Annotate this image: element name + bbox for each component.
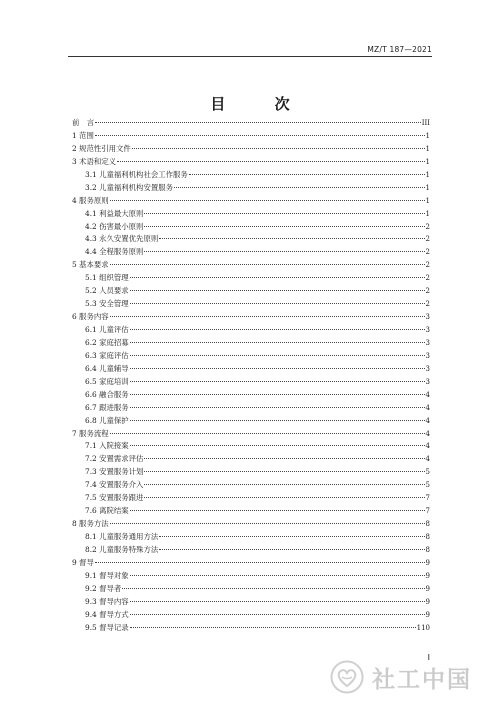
- watermark-text: 社工中国: [372, 666, 472, 693]
- toc-entry-label: 7.5 安置服务跟进: [85, 493, 144, 503]
- toc-entry-page: 1: [425, 131, 430, 140]
- toc-entry-page: 3: [425, 338, 430, 347]
- toc-entry-label: 8.1 儿童服务通用方法: [85, 532, 159, 541]
- toc-entry-page: 3: [425, 313, 430, 322]
- toc-entry-page: 8: [425, 533, 430, 541]
- toc-entry[interactable]: [72, 492, 430, 505]
- toc-leader-dots: [144, 213, 424, 214]
- toc-leader-dots: [110, 523, 425, 524]
- toc-entry[interactable]: [72, 195, 430, 208]
- toc-entry-page: 9: [425, 610, 430, 619]
- toc-entry-label: 3.1 儿童福利机构社会工作服务: [85, 169, 188, 179]
- toc-entry-label: 7.6 离院结案: [85, 506, 129, 516]
- toc-entry-label: 9.1 督导对象: [85, 570, 129, 580]
- toc-entry[interactable]: [72, 518, 430, 531]
- toc-entry[interactable]: [72, 117, 430, 130]
- toc-entry-page: 3: [425, 364, 430, 373]
- toc-entry-label: 7.3 安置服务计划: [85, 467, 144, 477]
- toc-leader-dots: [130, 368, 425, 369]
- toc-entry[interactable]: [72, 376, 430, 389]
- toc-entry-label: 7.1 入院接案: [85, 441, 129, 451]
- heart-hands-logo-icon: [330, 660, 364, 694]
- toc-leader-dots: [144, 458, 424, 459]
- toc-leader-dots: [144, 251, 424, 252]
- toc-entry-label: 8.2 儿童服务特殊方法: [85, 544, 159, 554]
- toc-entry-label: 5 基本要求: [72, 260, 109, 270]
- toc-entry[interactable]: [72, 479, 430, 492]
- toc-entry-label: 9.5 督导记录: [85, 622, 129, 632]
- toc-entry-page: 2: [425, 300, 430, 309]
- toc-leader-dots: [95, 135, 425, 136]
- toc-entry-page: 2: [425, 248, 430, 257]
- toc-entry-label: 7 服务流程: [72, 428, 109, 438]
- toc-entry-label: 8 服务方法: [72, 519, 109, 529]
- toc-entry[interactable]: [72, 221, 430, 234]
- toc-entry-label: 9.2 督导者: [85, 583, 122, 593]
- toc-leader-dots: [130, 627, 416, 628]
- toc-entry-label: 4.1 利益最大原则: [85, 208, 144, 218]
- toc-entry[interactable]: [72, 272, 430, 285]
- toc-entry[interactable]: [72, 415, 430, 428]
- toc-entry[interactable]: [72, 453, 430, 466]
- toc-entry[interactable]: [72, 143, 430, 156]
- toc-entry-page: 1: [425, 183, 430, 192]
- toc-entry-page: 3: [425, 377, 430, 386]
- toc-leader-dots: [130, 614, 425, 615]
- toc-leader-dots: [95, 122, 421, 123]
- toc-entry[interactable]: [72, 324, 430, 337]
- toc-leader-dots: [130, 394, 425, 395]
- header-rule: [68, 56, 432, 57]
- toc-entry[interactable]: [72, 440, 430, 453]
- toc-entry-page: 1: [425, 144, 430, 153]
- toc-entry-page: 2: [425, 261, 430, 270]
- toc-entry-page: 9: [425, 584, 430, 593]
- toc-entry[interactable]: [72, 259, 430, 272]
- toc-leader-dots: [130, 510, 425, 511]
- toc-entry-page: 4: [425, 455, 430, 464]
- toc-entry-label: 4.4 全程服务原则: [85, 247, 144, 257]
- toc-entry-label: 6.4 儿童辅导: [85, 363, 129, 373]
- toc-leader-dots: [122, 588, 424, 589]
- toc-entry-label: 前 言: [72, 118, 95, 127]
- toc-entry-label: 7.4 安置服务介入: [85, 480, 144, 490]
- toc-leader-dots: [130, 381, 425, 382]
- toc-leader-dots: [189, 174, 425, 175]
- toc-entry[interactable]: [72, 428, 430, 441]
- toc-entry-label: 6 服务内容: [72, 312, 109, 322]
- toc-entry[interactable]: [72, 596, 430, 609]
- toc-entry[interactable]: [72, 311, 430, 324]
- toc-entry-label: 6.6 融合服务: [85, 389, 129, 399]
- toc-leader-dots: [174, 187, 425, 188]
- toc-entry[interactable]: [72, 285, 430, 298]
- toc-leader-dots: [130, 277, 425, 278]
- toc-entry-label: 4.3 永久安置优先原则: [85, 234, 159, 244]
- toc-leader-dots: [144, 226, 424, 227]
- toc-entry-label: 6.2 家庭招募: [85, 337, 129, 347]
- toc-leader-dots: [132, 148, 425, 149]
- toc-entry-page: 7: [425, 507, 430, 516]
- toc-entry[interactable]: [72, 622, 430, 635]
- toc-entry[interactable]: [72, 389, 430, 402]
- toc-entry-label: 9.3 督导内容: [85, 596, 129, 606]
- toc-entry-page: 3: [425, 351, 430, 360]
- toc-entry-label: 6.8 儿童保护: [85, 415, 129, 425]
- toc-entry-page: 5: [425, 468, 430, 477]
- toc-entry-label: 6.5 家庭培训: [85, 376, 129, 386]
- toc-leader-dots: [144, 497, 424, 498]
- toc-leader-dots: [110, 200, 425, 201]
- standard-code: MZ/T 187—2021: [367, 45, 432, 54]
- toc-entry[interactable]: [72, 246, 430, 259]
- toc-leader-dots: [130, 575, 425, 576]
- toc-leader-dots: [110, 433, 425, 434]
- toc-entry-label: 7.2 安置需求评估: [85, 454, 144, 464]
- toc-entry-page: 7: [425, 494, 430, 503]
- toc-entry-page: 1: [425, 209, 430, 218]
- page-number: I: [427, 653, 430, 662]
- toc-entry-label: 1 范围: [72, 130, 94, 140]
- toc-entry[interactable]: [72, 350, 430, 363]
- toc-leader-dots: [159, 549, 424, 550]
- toc-leader-dots: [130, 601, 425, 602]
- toc-entry[interactable]: [72, 609, 430, 622]
- toc-title: 目 次: [210, 95, 312, 113]
- toc-entry-page: 1: [425, 196, 430, 205]
- toc-entry-page: 9: [425, 558, 430, 567]
- toc-entry[interactable]: [72, 169, 430, 182]
- toc-entry-label: 6.7 跟进服务: [85, 402, 129, 412]
- toc-leader-dots: [130, 445, 425, 446]
- toc-entry-label: 6.1 儿童评估: [85, 325, 129, 334]
- toc-entry[interactable]: [72, 233, 430, 246]
- toc-leader-dots: [159, 238, 424, 239]
- toc-entry-page: 2: [425, 222, 430, 231]
- toc-leader-dots: [95, 562, 425, 563]
- toc-entry-page: 4: [425, 429, 430, 438]
- toc-entry-page: 1: [425, 157, 430, 166]
- toc-entry[interactable]: [72, 505, 430, 518]
- toc-entry-label: 3.2 儿童福利机构安置服务: [85, 182, 174, 192]
- toc-entry[interactable]: [72, 337, 430, 350]
- toc-entry[interactable]: [72, 531, 430, 544]
- toc-entry-page: 8: [425, 520, 430, 529]
- toc-entry-page: 4: [425, 416, 430, 425]
- toc-entry[interactable]: [72, 557, 430, 570]
- toc-entry-label: 4 服务原则: [72, 195, 109, 205]
- toc-list: [72, 117, 430, 635]
- toc-entry-page: 2: [425, 287, 430, 296]
- toc-entry-page: 5: [425, 481, 430, 490]
- toc-entry-label: 3 术语和定义: [72, 156, 117, 166]
- toc-entry-label: 2 规范性引用文件: [72, 143, 131, 153]
- toc-leader-dots: [159, 536, 424, 537]
- toc-leader-dots: [117, 161, 425, 162]
- toc-entry-label: 9.4 督导方式: [85, 609, 129, 619]
- toc-entry[interactable]: [72, 298, 430, 311]
- toc-entry[interactable]: [72, 363, 430, 376]
- toc-entry[interactable]: [72, 402, 430, 415]
- toc-leader-dots: [130, 407, 425, 408]
- toc-entry-page: 9: [425, 571, 430, 580]
- toc-leader-dots: [144, 471, 424, 472]
- toc-entry-page: 3: [425, 326, 430, 334]
- toc-entry[interactable]: [72, 156, 430, 169]
- toc-entry-page: 2: [425, 235, 430, 244]
- toc-entry-page: 4: [425, 403, 430, 412]
- toc-entry-page: 8: [425, 545, 430, 554]
- toc-leader-dots: [110, 316, 425, 317]
- toc-leader-dots: [144, 484, 424, 485]
- toc-leader-dots: [130, 303, 425, 304]
- toc-entry-page: 9: [425, 597, 430, 606]
- toc-entry-page: 1: [425, 170, 430, 179]
- toc-entry[interactable]: [72, 583, 430, 596]
- toc-entry-label: 4.2 伤害最小原则: [85, 221, 144, 231]
- toc-leader-dots: [130, 420, 425, 421]
- toc-leader-dots: [130, 329, 425, 330]
- toc-entry[interactable]: [72, 130, 430, 143]
- toc-leader-dots: [130, 355, 425, 356]
- toc-entry[interactable]: [72, 466, 430, 479]
- toc-entry-label: 9 督导: [72, 557, 94, 567]
- toc-leader-dots: [110, 264, 425, 265]
- toc-entry-page: 4: [425, 390, 430, 399]
- watermark: [330, 660, 472, 694]
- toc-entry-label: 5.3 安全管理: [85, 299, 129, 309]
- toc-entry-label: 5.1 组织管理: [85, 273, 129, 283]
- toc-leader-dots: [130, 290, 425, 291]
- toc-entry-page: 110: [416, 623, 430, 632]
- toc-leader-dots: [130, 342, 425, 343]
- toc-entry[interactable]: [72, 208, 430, 221]
- toc-entry[interactable]: [72, 182, 430, 195]
- toc-entry[interactable]: [72, 570, 430, 583]
- toc-entry[interactable]: [72, 544, 430, 557]
- toc-entry-label: 6.3 家庭评估: [85, 350, 129, 360]
- toc-entry-page: 4: [425, 442, 430, 451]
- toc-entry-page: 2: [425, 274, 430, 283]
- toc-entry-label: 5.2 人员要求: [85, 286, 129, 296]
- toc-entry-page: III: [421, 119, 430, 127]
